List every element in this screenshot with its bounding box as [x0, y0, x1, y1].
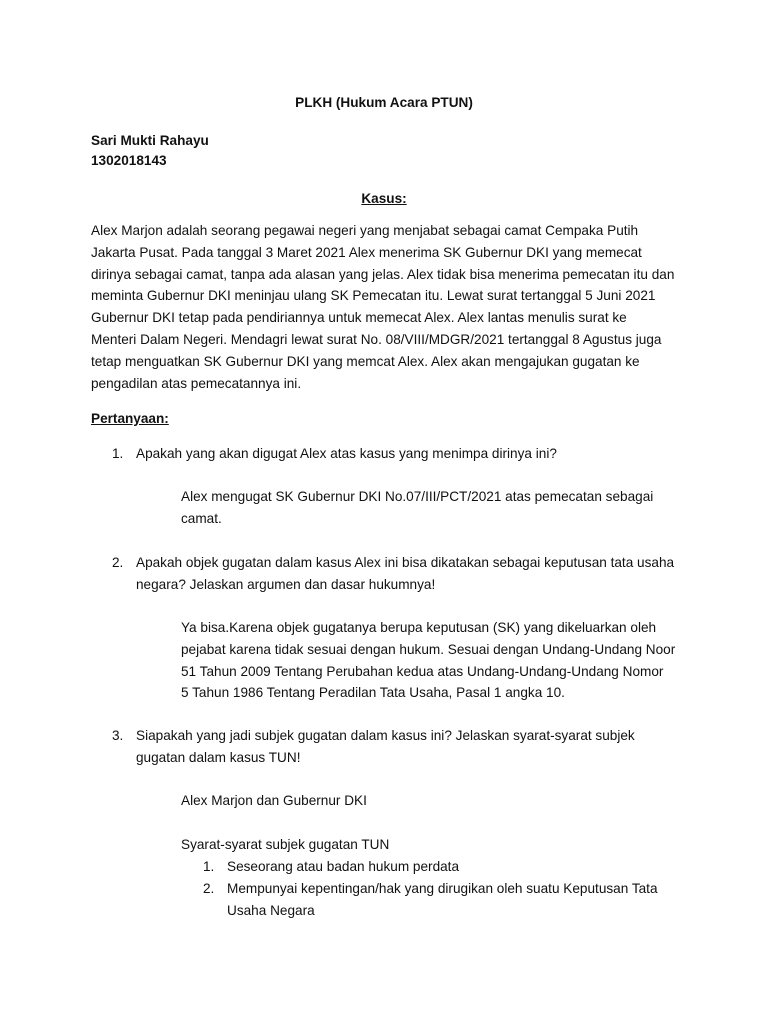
syarat-line: Mempunyai kepentingan/hak yang dirugikan oleh suatu Keputusan Tata — [227, 881, 658, 896]
question-text — [136, 552, 696, 596]
syarat-text: Seseorang atau badan hukum perdata — [227, 859, 460, 874]
pertanyaan-heading: Pertanyaan: — [91, 411, 169, 426]
author-name: Sari Mukti Rahayu — [91, 133, 209, 148]
paragraph-line: dirinya sebagai camat, tanpa ada alasan yang jelas. Alex tidak bisa menerima pemecatan itu dan — [91, 266, 675, 282]
paragraph-line: Gubernur DKI tetap pada pendiriannya untuk memecat Alex. Alex lantas menulis surat ke — [91, 310, 627, 326]
syarat-number: 2. — [203, 881, 215, 896]
answer-block — [181, 486, 701, 530]
paragraph-line: Menteri Dalam Negeri. Mendagri lewat surat No. 08/VIII/MDGR/2021 tertanggal 8 Agustus juga — [91, 331, 662, 347]
kasus-paragraph — [91, 220, 691, 394]
answer-line: camat. — [181, 510, 222, 526]
syarat-text — [227, 878, 697, 922]
kasus-heading: Kasus: — [361, 191, 407, 206]
paragraph-line: Alex Marjon adalah seorang pegawai negeri yang menjabat sebagai camat Cempaka Putih — [91, 223, 639, 238]
syarat-number: 1. — [203, 859, 215, 874]
question-line: Apakah objek gugatan dalam kasus Alex ini bisa dikatakan sebagai keputusan tata usaha — [136, 555, 675, 570]
syarat-heading: Syarat-syarat subjek gugatan TUN — [181, 837, 390, 852]
question-text: Apakah yang akan digugat Alex atas kasus yang menimpa dirinya ini? — [136, 446, 557, 461]
answer-line: Alex mengugat SK Gubernur DKI No.07/III/PCT/2021 atas pemecatan sebagai — [181, 489, 654, 504]
document-title: PLKH (Hukum Acara PTUN) — [295, 95, 473, 110]
question-number: 3. — [112, 728, 124, 743]
answer-block — [181, 617, 701, 704]
question-text — [136, 725, 696, 769]
paragraph-line: tetap menguatkan SK Gubernur DKI yang memcat Alex. Alex akan mengajukan gugatan ke — [91, 353, 640, 369]
syarat-line: Usaha Negara — [227, 902, 315, 918]
question-number: 2. — [112, 555, 124, 570]
question-number: 1. — [112, 446, 124, 461]
question-line: gugatan dalam kasus TUN! — [136, 749, 301, 765]
question-line: negara? Jelaskan argumen dan dasar hukumnya! — [136, 576, 436, 592]
answer-line: 5 Tahun 1986 Tentang Peradilan Tata Usaha, Pasal 1 angka 10. — [181, 685, 565, 701]
answer-line: Alex Marjon dan Gubernur DKI — [181, 793, 367, 808]
paragraph-line: pengadilan atas pemecatannya ini. — [91, 375, 302, 391]
answer-line: Ya bisa.Karena objek gugatanya berupa keputusan (SK) yang dikeluarkan oleh — [181, 620, 657, 635]
question-line: Siapakah yang jadi subjek gugatan dalam kasus ini? Jelaskan syarat-syarat subjek — [136, 728, 635, 743]
paragraph-line: Jakarta Pusat. Pada tanggal 3 Maret 2021 Alex menerima SK Gubernur DKI yang memecat — [91, 244, 642, 260]
paragraph-line: meminta Gubernur DKI meninjau ulang SK Pemecatan itu. Lewat surat tertanggal 5 Juni 2021 — [91, 288, 656, 304]
answer-line: 51 Tahun 2009 Tentang Perubahan kedua atas Undang-Undang-Undang Nomor — [181, 663, 664, 679]
answer-line: pejabat karena tidak sesuai dengan hukum. Sesuai dengan Undang-Undang Noor — [181, 641, 676, 657]
author-id: 1302018143 — [91, 153, 167, 168]
